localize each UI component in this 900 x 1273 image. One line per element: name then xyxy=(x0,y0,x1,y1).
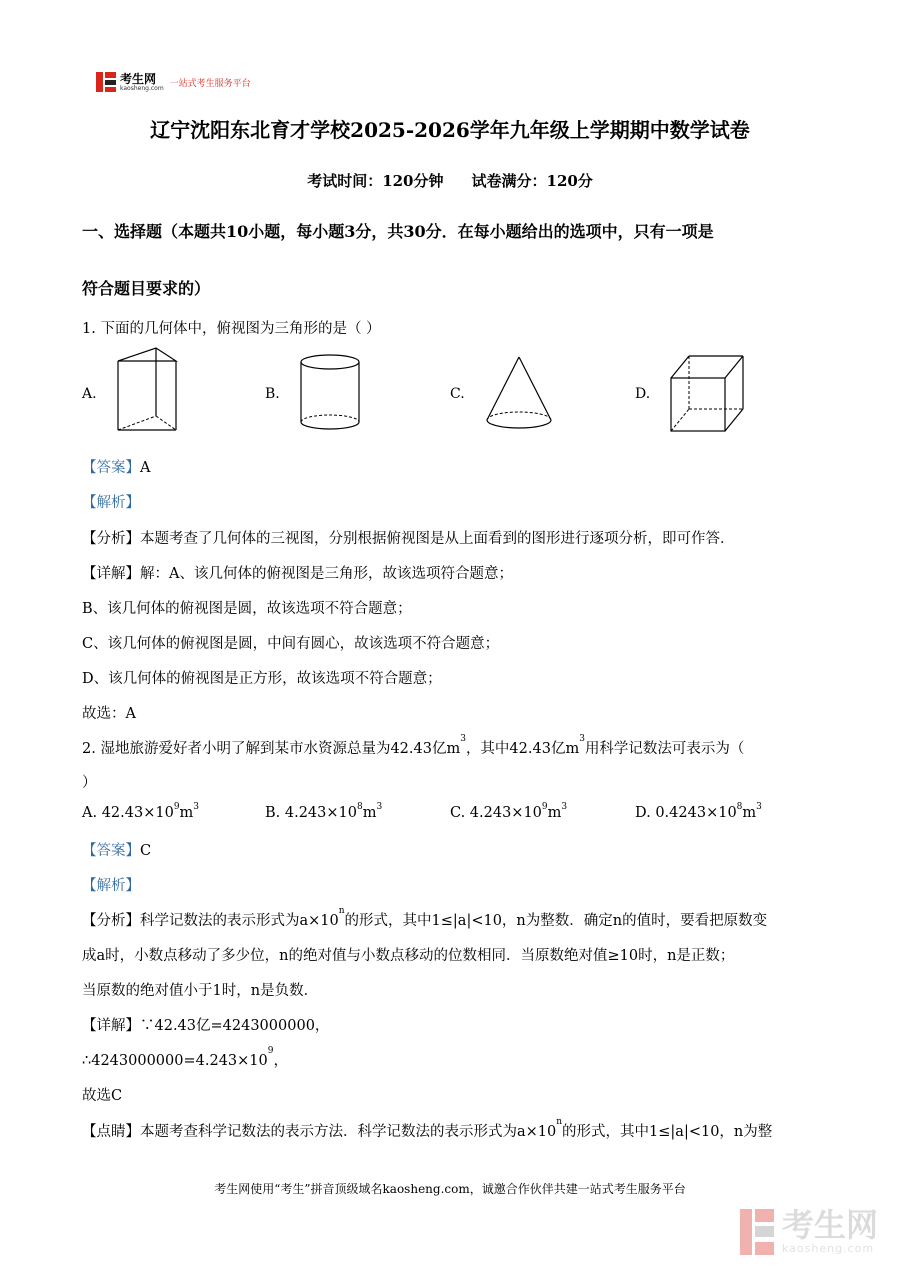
opt-text: D. 0.4243×10 xyxy=(635,805,737,821)
q2-option-c xyxy=(450,802,568,821)
q2-choose: 故选C xyxy=(82,1088,123,1104)
watermark-logo xyxy=(740,1208,878,1255)
opt-text: A. 42.43×10 xyxy=(82,805,174,821)
sup-exp: 3 xyxy=(756,802,762,812)
page-title: 辽宁沈阳东北育才学校2025-2026学年九年级上学期期中数学试卷 xyxy=(150,118,750,142)
xiangjie-label: 【详解】 xyxy=(82,1018,140,1034)
fenxi-text: 本题考查了几何体的三视图，分别根据俯视图是从上面看到的图形进行逐项分析，即可作答． xyxy=(140,531,735,547)
logo-name: 考生网 xyxy=(120,71,157,86)
cylinder-figure xyxy=(296,352,366,434)
q1-choose: 故选：A xyxy=(82,706,136,722)
exam-score: 试卷满分：120分 xyxy=(471,172,593,190)
q1-analysis-label: 【解析】 xyxy=(82,495,140,511)
sup-exp: 8 xyxy=(736,802,743,812)
q2-option-b xyxy=(265,802,383,821)
sup-exp: 3 xyxy=(460,734,466,744)
sup-exp: 3 xyxy=(376,802,383,812)
q2-stem-pre: 2. 湿地旅游爱好者小明了解到某市水资源总量为42.43亿m xyxy=(82,741,461,757)
q1-option-a-label: A. xyxy=(82,386,97,402)
site-logo[interactable] xyxy=(96,72,251,92)
sup-exp: 9 xyxy=(267,1046,274,1056)
q1-detail-b: B、该几何体的俯视图是圆，故该选项不符合题意； xyxy=(82,601,412,617)
opt-text: C. 4.243×10 xyxy=(450,805,542,821)
q1-detail-c: C、该几何体的俯视图是圆，中间有圆心，故该选项不符合题意； xyxy=(82,636,500,652)
q2-option-a xyxy=(82,802,200,821)
sup-exp: n xyxy=(338,906,345,916)
sup-exp: 3 xyxy=(579,734,585,744)
q2-analysis-label: 【解析】 xyxy=(82,878,140,894)
therefore-text: ∴4243000000=4.243×10 xyxy=(82,1053,268,1069)
q1-xiangjie xyxy=(82,562,513,583)
q1-stem: 1. 下面的几何体中，俯视图为三角形的是（ ） xyxy=(82,321,381,337)
watermark-name: 考生网 xyxy=(781,1206,878,1244)
cube-figure xyxy=(666,352,746,434)
opt-unit: m xyxy=(742,805,757,821)
xiangjie-text: 解：A、该几何体的俯视图是三角形，故该选项符合题意； xyxy=(140,566,513,582)
dianjing-text: 的形式，其中1≤|a|<10，n为整 xyxy=(562,1124,773,1140)
q2-xiangjie xyxy=(82,1014,329,1035)
opt-unit: m xyxy=(547,805,562,821)
triangular-prism-figure xyxy=(112,346,182,434)
watermark-domain: kaosheng.com xyxy=(781,1242,875,1255)
opt-unit: m xyxy=(362,805,377,821)
q2-stem-post: 用科学记数法可表示为（ xyxy=(584,741,745,757)
section-heading-line2: 符合题目要求的） xyxy=(82,279,211,298)
q1-option-b-label: B. xyxy=(265,386,280,402)
cone-figure xyxy=(484,354,556,434)
fenxi-label: 【分析】 xyxy=(82,531,140,547)
answer-label: 【答案】 xyxy=(82,460,140,476)
sup-exp: 9 xyxy=(173,802,180,812)
q2-option-d xyxy=(635,802,762,821)
opt-unit: m xyxy=(179,805,194,821)
q1-detail-d: D、该几何体的俯视图是正方形，故该选项不符合题意； xyxy=(82,671,442,687)
xiangjie-label: 【详解】 xyxy=(82,566,140,582)
page-footer: 考生网使用“考生”拼音顶级域名kaosheng.com，诚邀合作伙伴共建一站式考生服务平台 xyxy=(214,1182,686,1196)
q1-option-c-label: C. xyxy=(450,386,465,402)
q1-answer xyxy=(82,456,150,477)
q2-fenxi-line2: 成a时，小数点移动了多少位，n的绝对值与小数点移动的位数相同．当原数绝对值≥10时，n是正数； xyxy=(82,948,735,964)
therefore-text: ， xyxy=(273,1053,288,1069)
watermark-mark-icon xyxy=(740,1209,774,1255)
sup-exp: 3 xyxy=(193,802,200,812)
opt-text: B. 4.243×10 xyxy=(265,805,357,821)
exam-info xyxy=(0,170,900,191)
section-heading-line1: 一、选择题（本题共10小题，每小题3分，共30分．在每小题给出的选项中，只有一项是 xyxy=(82,222,714,241)
q2-therefore xyxy=(82,1046,288,1070)
answer-value: C xyxy=(140,843,152,859)
answer-value: A xyxy=(140,460,151,476)
q1-fenxi xyxy=(82,527,735,548)
answer-label: 【答案】 xyxy=(82,843,140,859)
q2-stem-mid: ，其中42.43亿m xyxy=(465,741,580,757)
sup-exp: n xyxy=(556,1117,563,1127)
fenxi-text: 的形式，其中1≤|a|<10，n为整数．确定n的值时，要看把原数变 xyxy=(344,913,768,929)
q2-stem xyxy=(82,734,745,758)
fenxi-text: 科学记数法的表示形式为a×10 xyxy=(140,913,339,929)
sup-exp: 8 xyxy=(356,802,363,812)
sup-exp: 3 xyxy=(561,802,568,812)
q2-stem-close: ） xyxy=(82,775,97,791)
q2-dianjing xyxy=(82,1117,773,1141)
q2-fenxi-line1 xyxy=(82,906,768,930)
dianjing-label: 【点睛】 xyxy=(82,1124,140,1140)
q1-option-d-label: D. xyxy=(635,386,651,402)
logo-domain: kaosheng.com xyxy=(120,84,164,92)
logo-slogan: 一站式考生服务平台 xyxy=(169,78,251,89)
q2-fenxi-line3: 当原数的绝对值小于1时，n是负数． xyxy=(82,983,319,999)
q2-answer xyxy=(82,839,151,860)
dianjing-text: 本题考查科学记数法的表示方法．科学记数法的表示形式为a×10 xyxy=(140,1124,557,1140)
logo-mark-icon xyxy=(96,72,116,92)
fenxi-label: 【分析】 xyxy=(82,913,140,929)
exam-time: 考试时间：120分钟 xyxy=(307,172,444,190)
xiangjie-text: ∵42.43亿=4243000000， xyxy=(140,1018,330,1034)
sup-exp: 9 xyxy=(541,802,548,812)
